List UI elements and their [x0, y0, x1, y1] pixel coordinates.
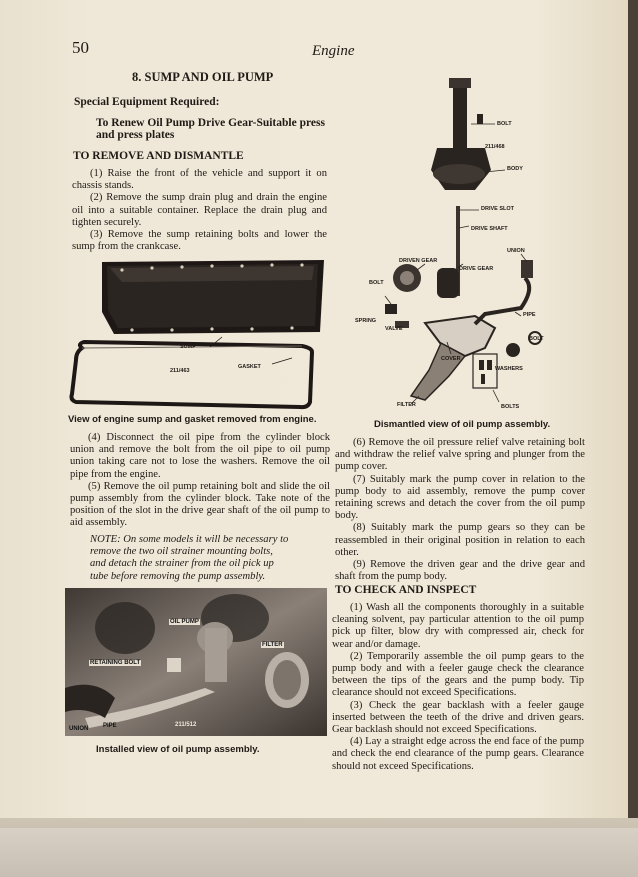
step-4: (4) Disconnect the oil pipe from the cylinder block union and remove the bolt from the oil pipe to oil pump union taking care not to lose the washers. Remove the oil pipe from the engine.: [70, 432, 330, 480]
step-8: (8) Suitably mark the pump gears so they can be reassembled in their original position in relation to each other.: [335, 522, 585, 558]
filter-label-diagram: FILTER: [397, 402, 416, 408]
washers-label: WASHERS: [495, 366, 523, 372]
strainer-note: NOTE: On some models it will be necessary to remove the two oil strainer mounting bolts, and detach the strainer from the oil pick up tube before removing the pump assembly.: [90, 534, 289, 582]
installed-oil-pump-photo: [65, 588, 327, 736]
sump-gasket-illustration: [62, 252, 334, 412]
gasket-label: GASKET: [238, 364, 261, 370]
remove-steps-2: [70, 432, 330, 530]
check-steps: [332, 602, 584, 773]
bolt-right-label: BOLT: [529, 336, 544, 342]
drive-gear-label: DRIVE GEAR: [459, 266, 494, 272]
cover-label: COVER: [441, 356, 461, 362]
driven-gear-label: DRIVEN GEAR: [399, 258, 438, 264]
step-1: (1) Raise the front of the vehicle and support it on chassis stands.: [72, 168, 327, 192]
step-9: (9) Remove the driven gear and the drive gear and shaft from the pump body.: [335, 559, 585, 583]
oil-pump-label: OIL PUMP: [170, 619, 199, 625]
figure3-ref: 211/512: [175, 722, 197, 728]
check-step-3: (3) Check the gear backlash with a feeler gauge inserted between the teeth of the drive and driven gears. Gear backlash should not exceed Specifications.: [332, 699, 584, 736]
section-title: 8. SUMP AND OIL PUMP: [132, 70, 274, 84]
step-6: (6) Remove the oil pressure relief valve retaining bolt and withdraw the relief valve spring and plunger from the pump cover.: [335, 437, 585, 473]
figure2-caption: Dismantled view of oil pump assembly.: [374, 419, 551, 430]
check-step-1: (1) Wash all the components thoroughly in a suitable cleaning solvent, pay particular attention to the oil pump pick up filter, blow dry with compressed air, check for wear and/or damage.: [332, 602, 584, 650]
step-5: (5) Remove the oil pump retaining bolt and slide the oil pump assembly from the cylinder block. Take note of the position of the slot in the drive gear shaft of the oil pump to aid assembly.: [70, 480, 330, 529]
valve-label: VALVE: [385, 326, 403, 332]
union-label: UNION: [69, 726, 89, 732]
filter-label: FILTER: [262, 642, 283, 648]
special-equipment-item: To Renew Oil Pump Drive Gear-Suitable press and press plates: [96, 117, 325, 141]
step-2: (2) Remove the sump drain plug and drain the engine oil into a suitable container. Replace the drain plug and tighten securely.: [72, 192, 327, 228]
drive-shaft-label: DRIVE SHAFT: [471, 226, 508, 232]
dismantled-pump-illustration: [345, 78, 595, 414]
pipe-label: PIPE: [103, 723, 117, 729]
running-head: Engine: [312, 43, 355, 59]
bolt-left-label: BOLT: [369, 280, 384, 286]
bolts-label: BOLTS: [501, 404, 520, 410]
remove-steps-3: [335, 437, 585, 583]
special-equipment-heading: Special Equipment Required:: [74, 96, 220, 108]
figure1-ref: 211/463: [170, 368, 190, 374]
sump-gasket-figure: [62, 252, 334, 412]
figure3-caption: Installed view of oil pump assembly.: [96, 744, 260, 755]
check-heading: TO CHECK AND INSPECT: [335, 584, 477, 596]
bolt-top-label: BOLT: [497, 121, 512, 127]
step-7: (7) Suitably mark the pump cover in relation to the pump body to aid assembly, remove the pump cover retaining screws and detach the cover from the oil pump body.: [335, 473, 585, 522]
scan-background: [0, 828, 638, 877]
drive-slot-label: DRIVE SLOT: [481, 206, 515, 212]
body-label: BODY: [507, 166, 523, 172]
pipe-label-diagram: PIPE: [523, 312, 536, 318]
check-step-4: (4) Lay a straight edge across the end face of the pump and check the end clearance of the pump gears. Clearance should not exceed Specifications.: [332, 736, 584, 772]
retaining-bolt-label: RETAINING BOLT: [90, 660, 141, 666]
spring-label: SPRING: [355, 318, 377, 324]
remove-steps-1: [72, 168, 327, 253]
sump-label: SUMP: [180, 344, 196, 350]
union-label-diagram: UNION: [507, 248, 525, 254]
step-3: (3) Remove the sump retaining bolts and lower the sump from the crankcase.: [72, 229, 327, 253]
figure1-caption: View of engine sump and gasket removed from engine.: [68, 414, 317, 425]
check-step-2: (2) Temporarily assemble the oil pump gears to the pump body and with a feeler gauge check the clearance between the tips of the gears and the pump body. Tip clearance should not exceed Specifications.: [332, 650, 584, 699]
page-number: 50: [72, 38, 89, 57]
figure2-ref: 211/468: [485, 144, 505, 150]
dismantled-pump-diagram: [345, 78, 595, 414]
remove-heading: TO REMOVE AND DISMANTLE: [73, 150, 244, 162]
